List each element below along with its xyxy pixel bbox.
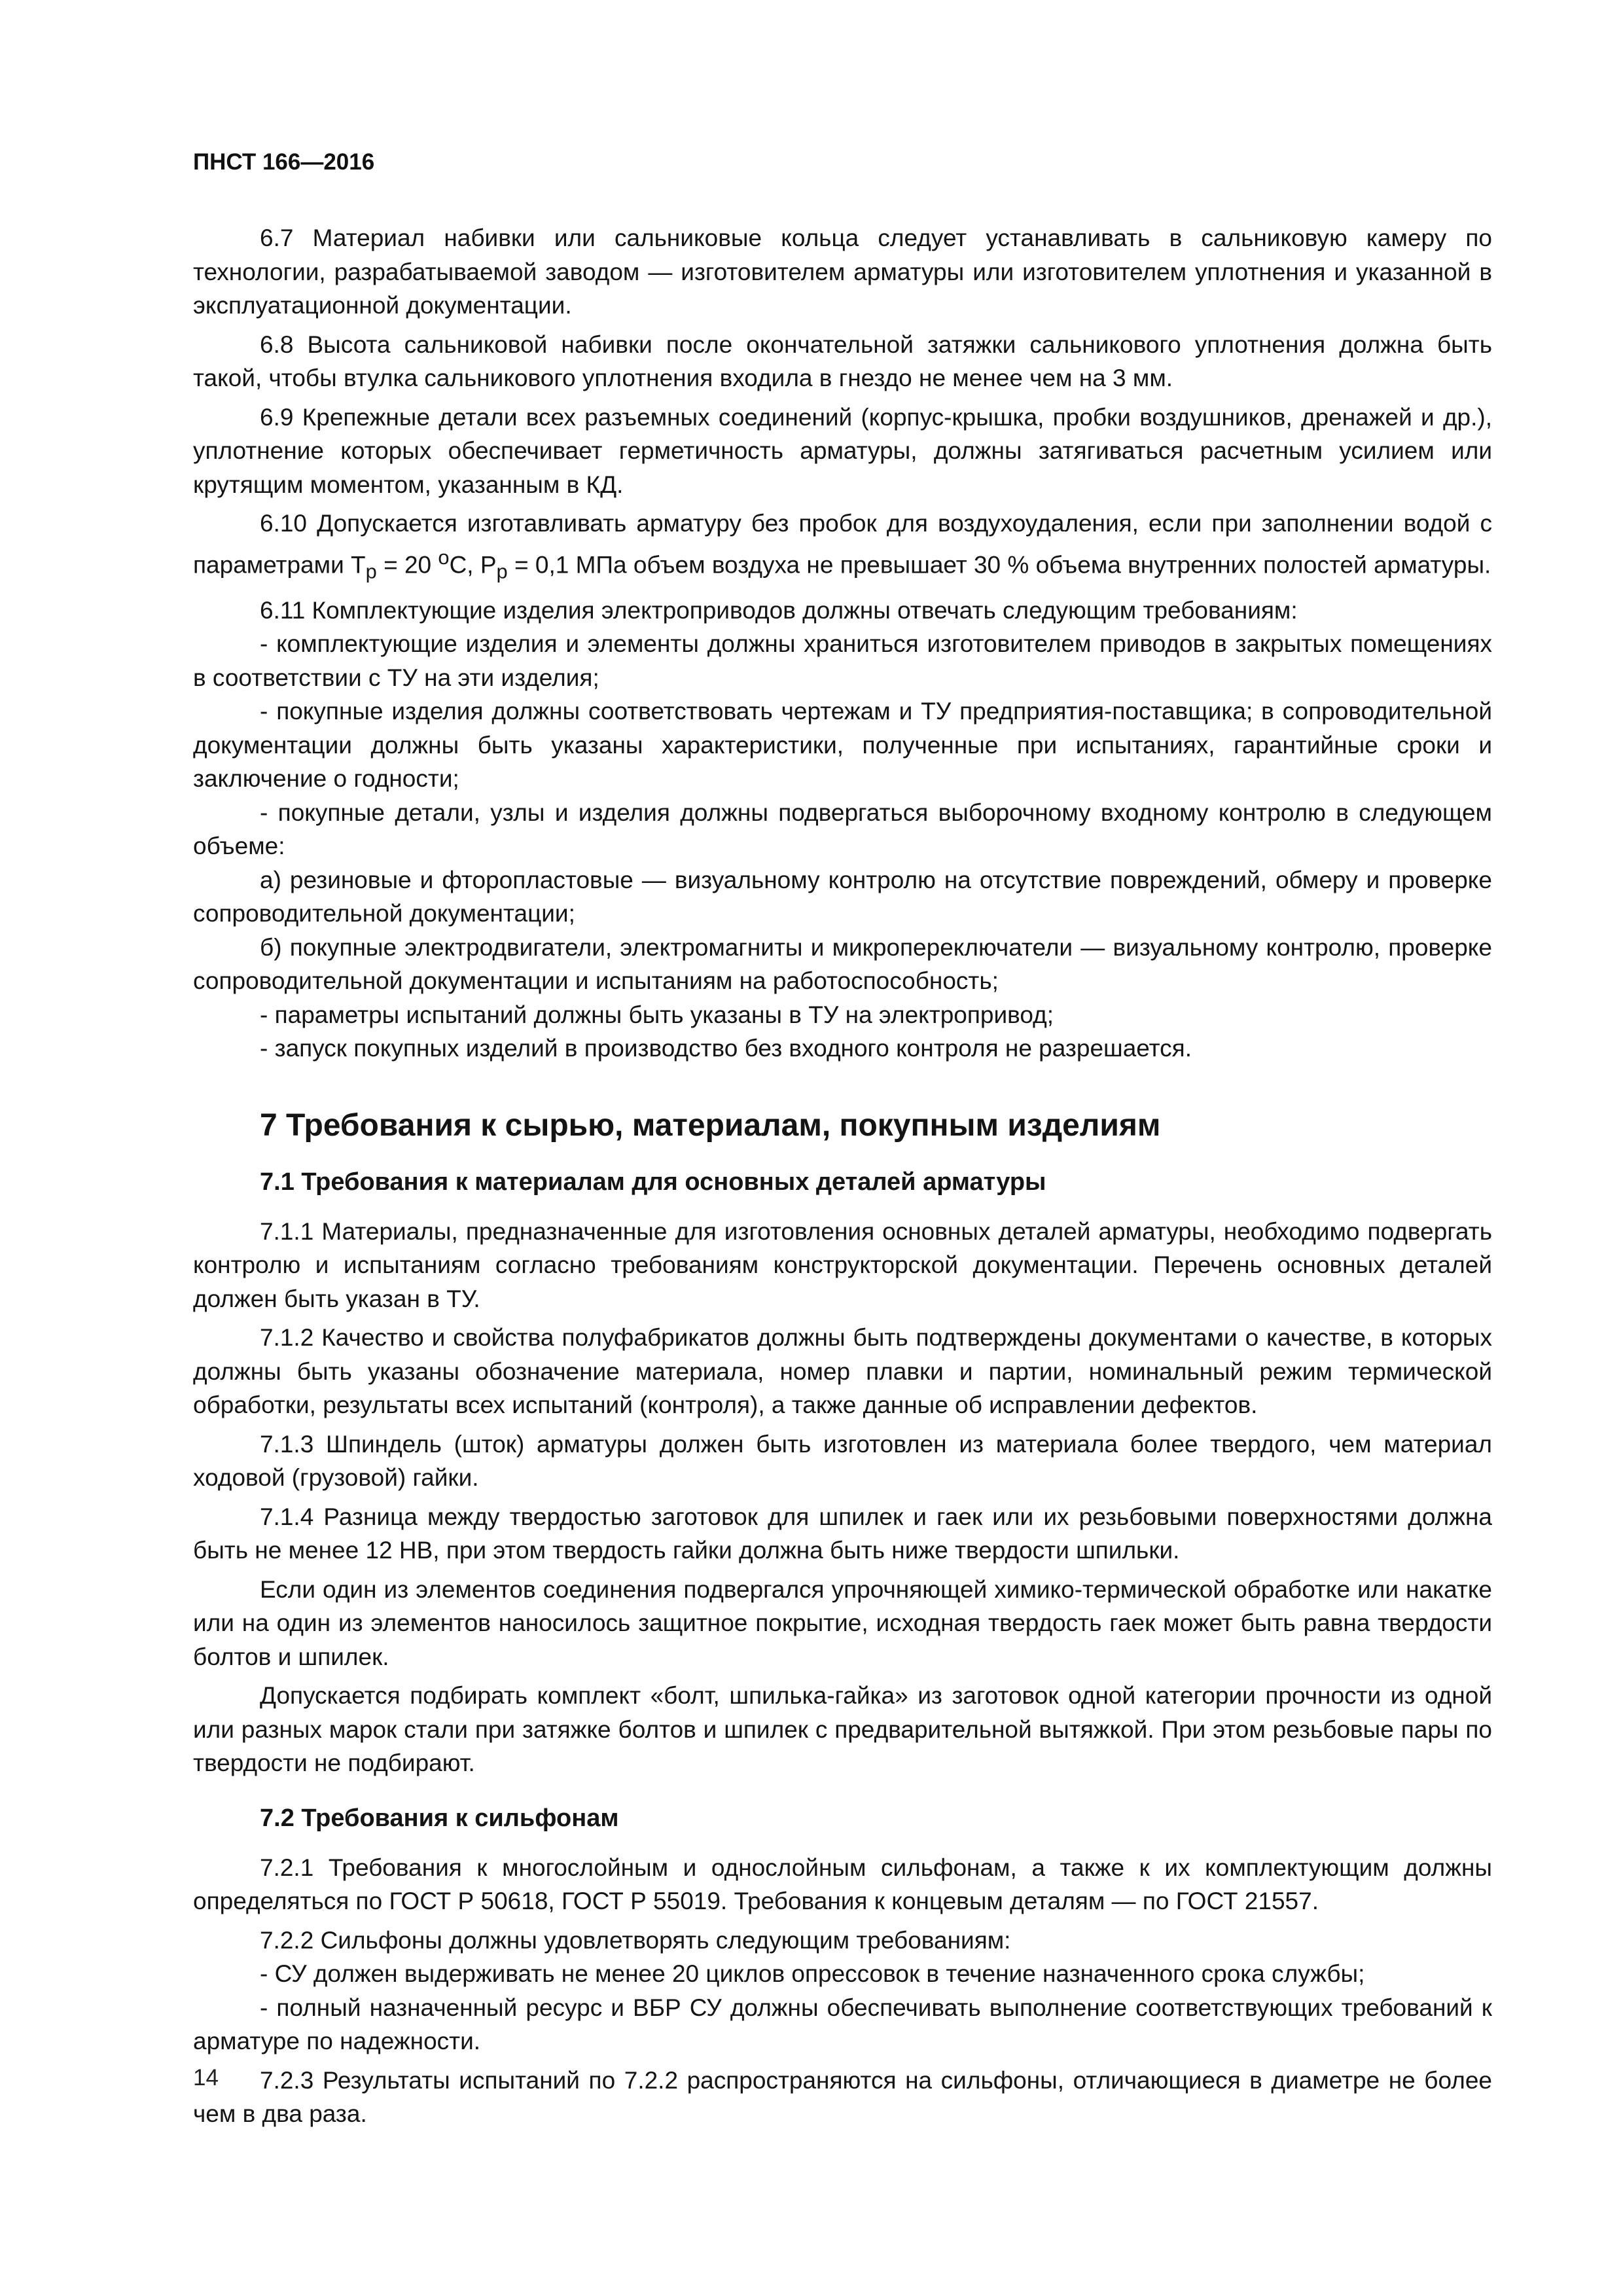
subsection-7-2-heading: 7.2 Требования к сильфонам	[260, 1804, 619, 1832]
paragraph-7-2-2: 7.2.2 Сильфоны должны удовлетворять следующим требованиям:	[260, 1926, 1011, 1954]
subscript-p: р	[496, 560, 508, 583]
paragraph-7-1-1: 7.1.1 Материалы, предназначенные для изготовления основных деталей арматуры, необходимо подвергать контролю и испытаниям согласно требованиям конструкторской документации. Перечень основных деталей должен быть указан в ТУ.	[193, 1217, 1492, 1312]
paragraph-7-1-4-continued: Допускается подбирать комплект «болт, шпилька-гайка» из заготовок одной категории прочности из одной или разных марок стали при затяжке болтов и шпилек с предварительной вытяжкой. При этом резьбовые пары по твердости не подбирают.	[193, 1682, 1492, 1777]
list-item: - покупные изделия должны соответствовать чертежам и ТУ предприятия-поставщика; в сопроводительной документации должны быть указаны характеристики, полученные при испытаниях, гарантийные сроки и заключение о годности;	[193, 698, 1492, 793]
list-item-b: б) покупные электродвигатели, электромагниты и микропереключатели — визуальному контролю, проверке сопроводительной документации и испытаниям на работоспособность;	[193, 933, 1492, 995]
list-item-a: а) резиновые и фторопластовые — визуальному контролю на отсутствие повреждений, обмеру и проверке сопроводительной документации;	[193, 866, 1492, 927]
paragraph-7-2-1: 7.2.1 Требования к многослойным и однослойным сильфонам, а также к их комплектующим должны определяться по ГОСТ Р 50618, ГОСТ Р 55019. Требования к концевым деталям — по ГОСТ 21557.	[193, 1854, 1492, 1915]
paragraph-6-9: 6.9 Крепежные детали всех разъемных соединений (корпус-крышка, пробки воздушников, дренажей и др.), уплотнение которых обеспечивает герметичность арматуры, должны затягиваться расчетным усилием или крутящим моментом, указанным в КД.	[193, 403, 1492, 498]
paragraph-6-10	[193, 507, 1492, 588]
list-item: - комплектующие изделия и элементы должны храниться изготовителем приводов в закрытых помещениях в соответствии с ТУ на эти изделия;	[193, 630, 1492, 691]
paragraph-7-1-3: 7.1.3 Шпиндель (шток) арматуры должен быть изготовлен из материала более твердого, чем материал ходовой (грузовой) гайки.	[193, 1430, 1492, 1492]
paragraph-6-10-part-d: = 0,1 МПа объем воздуха не превышает 30 % объема внутренних полостей арматуры.	[507, 550, 1491, 578]
paragraph-6-10-part-b: = 20	[376, 550, 438, 578]
list-item: - запуск покупных изделий в производство без входного контроля не разрешается.	[260, 1035, 1192, 1062]
page-number: 14	[193, 2065, 219, 2090]
subscript-p: р	[365, 560, 377, 583]
list-item: - СУ должен выдерживать не менее 20 циклов опрессовок в течение назначенного срока службы;	[260, 1960, 1365, 1988]
paragraph-6-11: 6.11 Комплектующие изделия электроприводов должны отвечать следующим требованиям:	[260, 596, 1298, 624]
paragraph-7-2-3: 7.2.3 Результаты испытаний по 7.2.2 распространяются на сильфоны, отличающиеся в диаметре не более чем в два раза.	[193, 2066, 1492, 2128]
list-item: - полный назначенный ресурс и ВБР СУ должны обеспечивать выполнение соответствующих требований к арматуре по надежности.	[193, 1994, 1492, 2055]
paragraph-7-1-4: 7.1.4 Разница между твердостью заготовок для шпилек и гаек или их резьбовыми поверхностями должна быть не менее 12 НВ, при этом твердость гайки должна быть ниже твердости шпильки.	[193, 1503, 1492, 1564]
paragraph-6-10-part-a: 6.10 Допускается изготавливать арматуру без пробок для воздухоудаления, если при заполнении водой с параметрами T	[193, 510, 1492, 578]
section-7-heading: 7 Требования к сырью, материалам, покупным изделиям	[260, 1107, 1161, 1143]
paragraph-6-7: 6.7 Материал набивки или сальниковые кольца следует устанавливать в сальниковую камеру по технологии, разрабатываемой заводом — изготовителем арматуры или изготовителем уплотнения и указанной в эксплуатационной документации.	[193, 224, 1492, 319]
list-item: - параметры испытаний должны быть указаны в ТУ на электропривод;	[260, 1001, 1054, 1028]
paragraph-6-8: 6.8 Высота сальниковой набивки после окончательной затяжки сальникового уплотнения должна быть такой, чтобы втулка сальникового уплотнения входила в гнездо не менее чем на 3 мм.	[193, 331, 1492, 391]
document-code-header: ПНСТ 166—2016	[193, 149, 375, 175]
page-body	[193, 221, 1492, 2131]
superscript-degree: о	[438, 545, 450, 569]
list-item: - покупные детали, узлы и изделия должны подвергаться выборочному входному контролю в следующем объеме:	[193, 798, 1492, 860]
paragraph-7-1-4-continued: Если один из элементов соединения подвергался упрочняющей химико-термической обработке или накатке или на один из элементов наносилось защитное покрытие, исходная твердость гаек может быть равна твердости болтов и шпилек.	[193, 1575, 1492, 1670]
paragraph-6-10-part-c: С, Р	[449, 550, 497, 578]
paragraph-7-1-2: 7.1.2 Качество и свойства полуфабрикатов должны быть подтверждены документами о качестве, в которых должны быть указаны обозначение материала, номер плавки и партии, номинальный режим термической обработки, результаты всех испытаний (контроля), а также данные об исправлении дефектов.	[193, 1324, 1492, 1419]
subsection-7-1-heading: 7.1 Требования к материалам для основных деталей арматуры	[260, 1168, 1046, 1196]
